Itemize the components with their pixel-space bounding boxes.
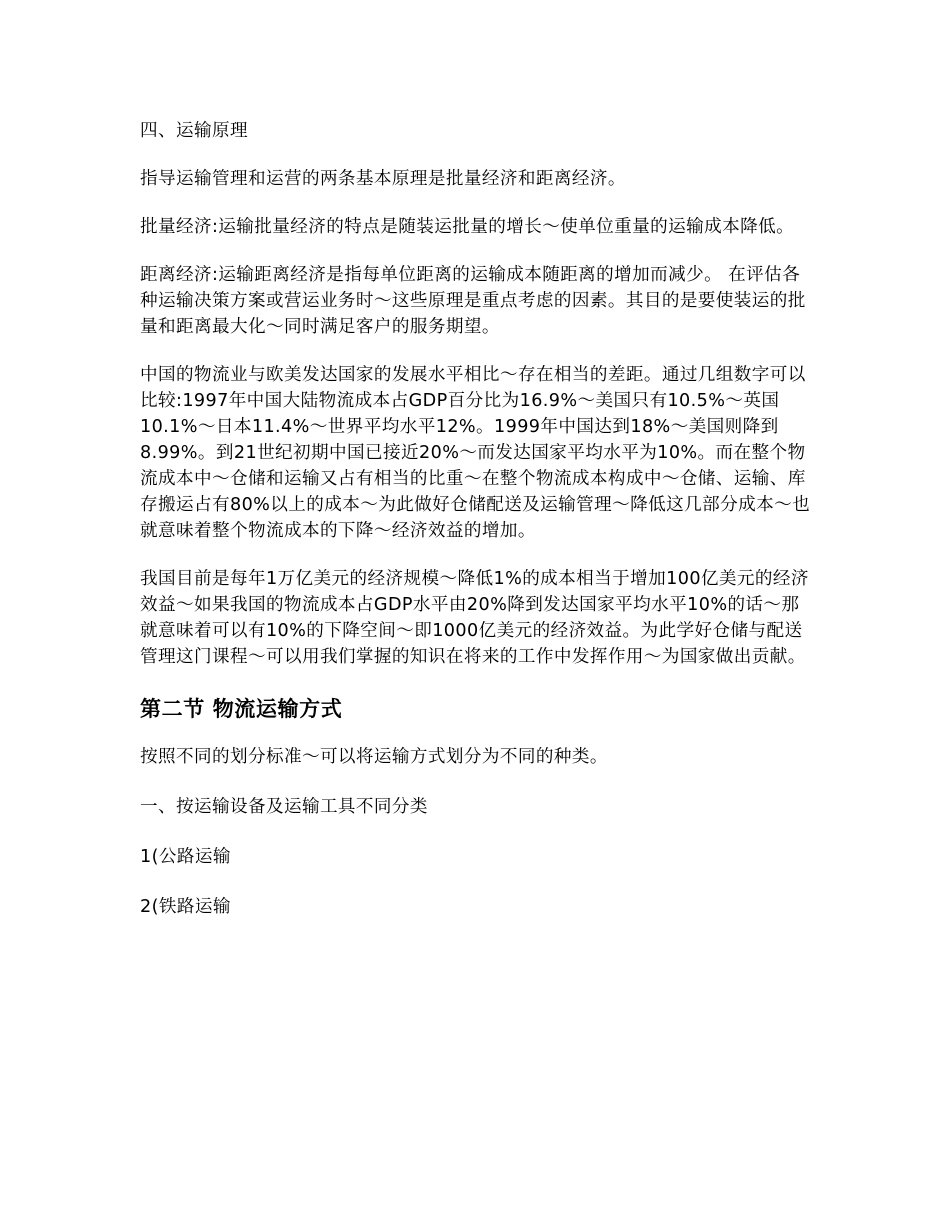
section-intro-paragraph: 按照不同的划分标准～可以将运输方式划分为不同的种类。 bbox=[140, 747, 608, 767]
sub-heading: 四、运输原理 bbox=[140, 121, 248, 141]
list-item: 1(公路运输 bbox=[140, 847, 231, 867]
section-title: 第二节 物流运输方式 bbox=[140, 697, 343, 721]
batch-economy-paragraph: 批量经济:运输批量经济的特点是随装运批量的增长～使单位重量的运输成本降低。 bbox=[140, 217, 795, 237]
distance-economy-paragraph: 距离经济:运输距离经济是指每单位距离的运输成本随距离的增加而减少。 在评估各种运输决策方案或营运业务时～这些原理是重点考虑的因素。其目的是要使装运的批量和距离最大化～同时满足客户的服务期望。 bbox=[140, 265, 806, 337]
list-item: 2(铁路运输 bbox=[140, 897, 231, 917]
china-comparison-paragraph: 中国的物流业与欧美发达国家的发展水平相比～存在相当的差距。通过几组数字可以比较:1997年中国大陆物流成本占GDP百分比为16.9%～美国只有10.5%～英国10.1%～日本11.4%～世界平均水平12%。1999年中国达到18%～美国则降到8.99%。到21世纪初期中国已接近20%～而发达国家平均水平为10%。而在整个物流成本中～仓储和运输又占有相当的比重～在整个物流成本构成中～仓储、运输、库存搬运占有80%以上的成本～为此做好仓储配送及运输管理～降低这几部分成本～也就意味着整个物流成本的下降～经济效益的增加。 bbox=[140, 365, 811, 541]
category-heading: 一、按运输设备及运输工具不同分类 bbox=[140, 797, 428, 817]
principle-intro-paragraph: 指导运输管理和运营的两条基本原理是批量经济和距离经济。 bbox=[140, 169, 626, 189]
economic-benefit-paragraph: 我国目前是每年1万亿美元的经济规模～降低1%的成本相当于增加100亿美元的经济效益～如果我国的物流成本占GDP水平由20%降到发达国家平均水平10%的话～那就意味着可以有10%的下降空间～即1000亿美元的经济效益。为此学好仓储与配送管理这门课程～可以用我们掌握的知识在将来的工作中发挥作用～为国家做出贡献。 bbox=[140, 569, 809, 667]
document-page bbox=[140, 118, 812, 920]
